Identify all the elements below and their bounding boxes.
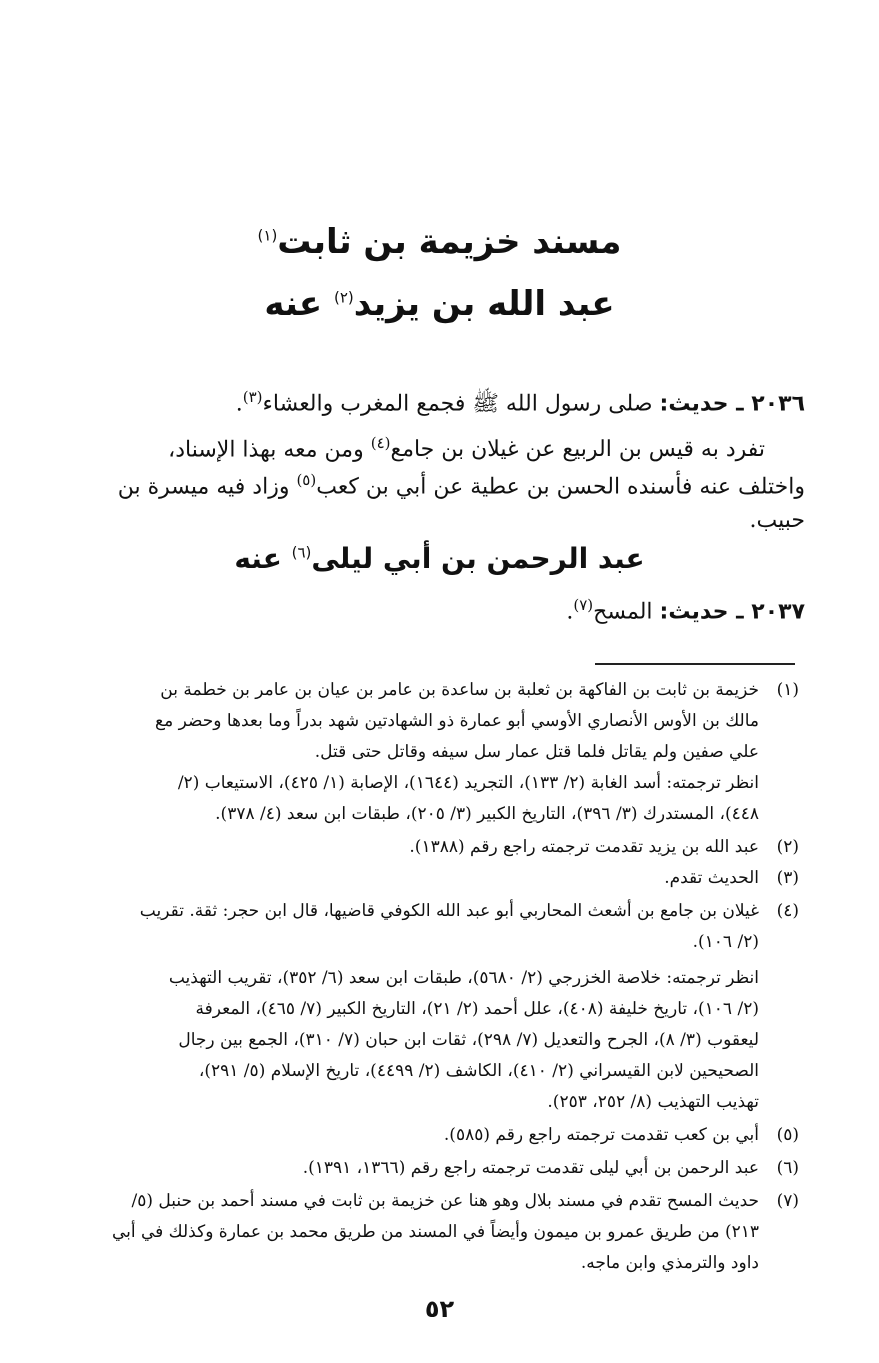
footnote-line: داود والترمذي وابن ماجه.	[580, 1253, 759, 1273]
footnote-number: (١)	[776, 680, 799, 700]
footnote-line: ٢١٣) من طريق عمرو بن ميمون وأيضاً في المسند من طريق محمد بن عمارة وكذلك في أبي	[111, 1222, 759, 1242]
hadith-number: ٢٠٣٧ ـ حديث:	[659, 599, 805, 625]
footnote-ref: (٣)	[242, 388, 263, 406]
section-title-tail: عنه	[234, 542, 282, 575]
footnote-ref: (٤)	[370, 434, 391, 452]
footnote-ref: (٥)	[296, 471, 317, 489]
footnote-line: الحديث تقدم.	[664, 868, 759, 888]
section-title	[0, 222, 879, 262]
paragraph-line	[70, 508, 805, 533]
hadith-2036	[70, 388, 805, 421]
footnote-line: ٤٤٨)، المستدرك (٣/ ٣٩٦)، التاريخ الكبير (٣/ ٢٠٥)، طبقات ابن سعد (٤/ ٣٧٨).	[215, 804, 759, 824]
footnote-number: (٢)	[776, 837, 799, 857]
section-title	[0, 542, 879, 575]
paragraph-line	[70, 471, 805, 499]
subtitle-tail: عنه	[264, 284, 323, 324]
footnote-line: أبي بن كعب تقدمت ترجمته راجع رقم (٥٨٥).	[443, 1125, 759, 1145]
footnote-line: غيلان بن جامع بن أشعث المحاربي أبو عبد الله الكوفي قاضيها، قال ابن حجر: ثقة. تقريب	[139, 901, 759, 921]
footnote-number: (٧)	[776, 1191, 799, 1211]
hadith-number: ٢٠٣٦ ـ حديث:	[659, 391, 805, 417]
hadith-2037	[70, 596, 805, 624]
footnote-line: (٢/ ١٠٦)، تاريخ خليفة (٤٠٨)، علل أحمد (٢/ ٢١)، التاريخ الكبير (٧/ ٤٦٥)، المعرفة	[195, 999, 759, 1019]
section-title-text: مسند خزيمة بن ثابت	[277, 222, 622, 262]
section-subtitle	[0, 284, 879, 324]
footnote-divider	[595, 663, 795, 665]
subtitle-text: عبد الله بن يزيد	[353, 284, 615, 324]
footnote-line: عبد الرحمن بن أبي ليلى تقدمت ترجمته راجع رقم (١٣٦٦، ١٣٩١).	[302, 1158, 759, 1178]
hadith-end: .	[566, 599, 574, 625]
footnote-line: الصحيحين لابن القيسراني (٢/ ٤١٠)، الكاشف (٢/ ٤٤٩٩)، تاريخ الإسلام (٥/ ٢٩١)،	[198, 1061, 759, 1081]
footnote-ref: (١)	[257, 226, 278, 245]
text: ومن معه بهذا الإسناد،	[168, 437, 364, 463]
footnote-ref: (٧)	[573, 596, 594, 614]
paragraph-line	[70, 434, 805, 462]
hadith-end: .	[235, 391, 243, 417]
footnote-ref: (٦)	[291, 543, 312, 562]
footnote-line: خزيمة بن ثابت بن الفاكهة بن ثعلبة بن ساعدة بن عامر بن عيان بن عامر بن خطمة بن	[160, 680, 759, 700]
footnote-line: انظر ترجمته: أسد الغابة (٢/ ١٣٣)، التجريد (١٦٤٤)، الإصابة (١/ ٤٢٥)، الاستيعاب (٢/	[177, 773, 759, 793]
text: تفرد به قيس بن الربيع عن غيلان بن جامع	[390, 437, 765, 463]
hadith-text: صلى رسول الله ﷺ فجمع المغرب والعشاء	[262, 391, 653, 417]
text: وزاد فيه ميسرة بن	[117, 474, 290, 500]
footnote-line: تهذيب التهذيب (٨/ ٢٥٢، ٢٥٣).	[547, 1092, 759, 1112]
footnote-number: (٥)	[776, 1125, 799, 1145]
text: حبيب.	[749, 508, 805, 533]
footnote-ref: (٢)	[333, 288, 354, 307]
footnote-line: علي صفين ولم يقاتل فلما قتل عمار سل سيفه وقاتل حتى قتل.	[314, 742, 759, 762]
footnote-number: (٤)	[776, 901, 799, 921]
footnote-number: (٣)	[776, 868, 799, 888]
footnote-line: ليعقوب (٣/ ٨)، الجرح والتعديل (٧/ ٢٩٨)، ثقات ابن حبان (٧/ ٣١٠)، الجمع بين رجال	[178, 1030, 759, 1050]
footnote-number: (٦)	[776, 1158, 799, 1178]
footnote-line: مالك بن الأوس الأنصاري الأوسي أبو عمارة ذو الشهادتين شهد بدراً وما بعدها وحضر مع	[155, 711, 759, 731]
page-number: ٥٢	[424, 1295, 455, 1323]
footnote-line: (٢/ ١٠٦).	[692, 932, 759, 952]
footnote-line: انظر ترجمته: خلاصة الخزرجي (٢/ ٥٦٨٠)، طبقات ابن سعد (٦/ ٣٥٢)، تقريب التهذيب	[168, 968, 759, 988]
footnote-line: عبد الله بن يزيد تقدمت ترجمته راجع رقم (١٣٨٨).	[409, 837, 759, 857]
text: واختلف عنه فأسنده الحسن بن عطية عن أبي بن كعب	[316, 474, 805, 500]
hadith-text: المسح	[593, 599, 653, 625]
section-title-text: عبد الرحمن بن أبي ليلى	[311, 542, 645, 575]
footnote-line: حديث المسح تقدم في مسند بلال وهو هنا عن خزيمة بن ثابت في مسند أحمد بن حنبل (٥/	[131, 1191, 759, 1211]
